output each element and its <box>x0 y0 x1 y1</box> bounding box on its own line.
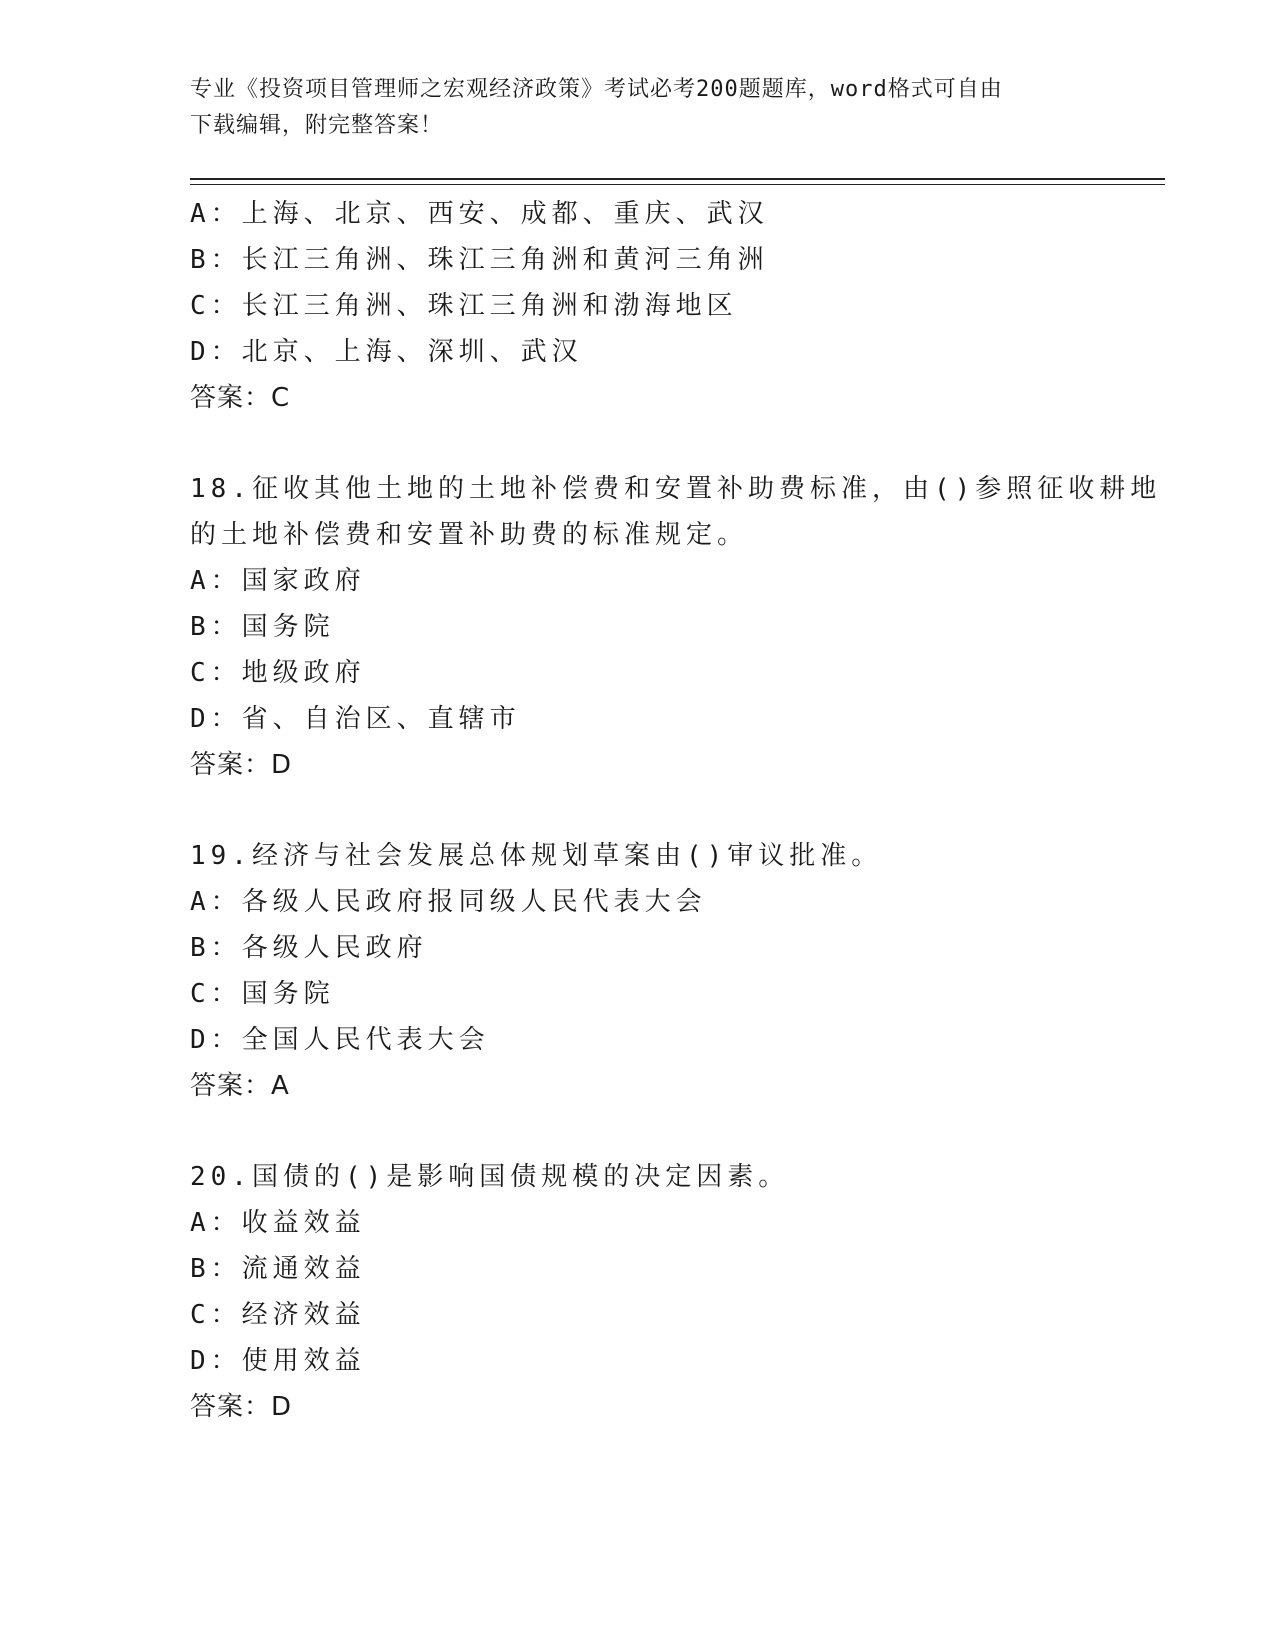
question-block-18 <box>190 466 1162 788</box>
option-d: D：使用效益 <box>190 1346 366 1376</box>
answer-text: 答案：C <box>190 383 291 413</box>
header-divider-thin <box>190 184 1165 185</box>
option-a: A：上海、北京、西安、成都、重庆、武汉 <box>190 199 769 229</box>
option-c: C：国务院 <box>190 979 335 1009</box>
question-list <box>190 191 1162 1430</box>
header-line-1: 专业《投资项目管理师之宏观经济政策》考试必考200题题库，word格式可自由 <box>190 77 1003 102</box>
question-stem-line-1: 20.国债的()是影响国债规模的决定因素。 <box>190 1162 790 1192</box>
option-b: B：长江三角洲、珠江三角洲和黄河三角洲 <box>190 245 769 275</box>
option-d: D：全国人民代表大会 <box>190 1025 490 1055</box>
question-stem-line-1: 19.经济与社会发展总体规划草案由()审议批准。 <box>190 841 883 871</box>
question-block-17 <box>190 191 1090 421</box>
header-line-2: 下载编辑，附完整答案！ <box>190 113 444 138</box>
question-stem-line-1: 18.征收其他土地的土地补偿费和安置补助费标准，由()参照征收耕地 <box>190 474 1162 504</box>
question-stem-line-2: 的土地补偿费和安置补助费的标准规定。 <box>190 520 749 550</box>
question-block-19 <box>190 833 1090 1109</box>
option-b: B：国务院 <box>190 612 335 642</box>
answer-text: 答案：D <box>190 1392 293 1422</box>
option-b: B：各级人民政府 <box>190 933 428 963</box>
header-divider-thick <box>190 178 1165 180</box>
option-a: A：收益效益 <box>190 1208 366 1238</box>
question-block-20 <box>190 1154 1090 1430</box>
option-b: B：流通效益 <box>190 1254 366 1284</box>
document-header <box>190 72 1090 144</box>
option-c: C：地级政府 <box>190 658 366 688</box>
option-c: C：长江三角洲、珠江三角洲和渤海地区 <box>190 291 738 321</box>
option-d: D：北京、上海、深圳、武汉 <box>190 337 583 367</box>
option-a: A：各级人民政府报同级人民代表大会 <box>190 887 707 917</box>
option-a: A：国家政府 <box>190 566 366 596</box>
option-d: D：省、自治区、直辖市 <box>190 704 521 734</box>
answer-text: 答案：D <box>190 750 293 780</box>
option-c: C：经济效益 <box>190 1300 366 1330</box>
answer-text: 答案：A <box>190 1071 290 1101</box>
